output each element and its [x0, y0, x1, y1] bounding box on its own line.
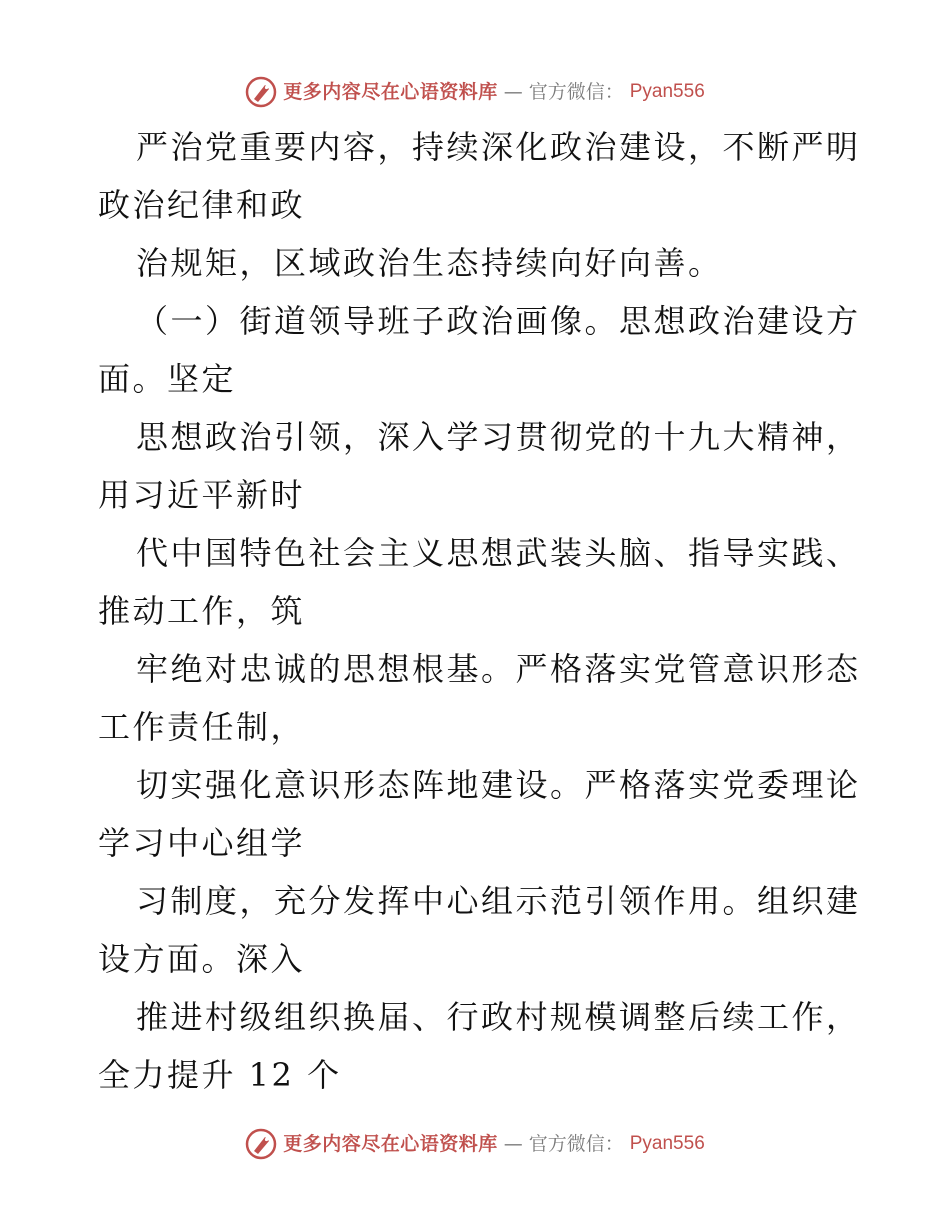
document-body: [98, 118, 868, 1104]
text-line: 推动工作，筑: [98, 592, 306, 630]
watermark-prefix: 更多内容尽在心语资料库: [283, 81, 498, 103]
text-line: 用习近平新时: [98, 476, 306, 514]
text-line: 切实强化意识形态阵地建设。严格落实党委理论: [136, 766, 861, 804]
text-line: 严治党重要内容，持续深化政治建设，不断严明: [136, 128, 861, 166]
text-line: 习制度，充分发挥中心组示范引领作用。组织建: [136, 882, 861, 920]
pen-nib-logo-icon: [245, 76, 277, 108]
text-line: 全力提升 12 个: [98, 1056, 342, 1094]
watermark-suffix: 官方微信：: [528, 81, 624, 103]
pen-nib-logo-icon: [245, 1128, 277, 1160]
text-line: 学习中心组学: [98, 824, 306, 862]
watermark-prefix: 更多内容尽在心语资料库: [283, 1133, 498, 1155]
header-watermark: [0, 76, 950, 108]
section-heading-line: （一）街道领导班子政治画像。思想政治建设方: [136, 302, 861, 340]
watermark-suffix: 官方微信：: [528, 1133, 624, 1155]
watermark-wechat-id: Pyan556: [629, 1133, 705, 1154]
text-line: 设方面。深入: [98, 940, 306, 978]
text-line: 思想政治引领，深入学习贯彻党的十九大精神，: [136, 418, 861, 456]
text-line: 治规矩，区域政治生态持续向好向善。: [136, 244, 723, 282]
text-line: 代中国特色社会主义思想武装头脑、指导实践、: [136, 534, 861, 572]
watermark-wechat-id: Pyan556: [629, 81, 705, 102]
text-line: 推进村级组织换届、行政村规模调整后续工作，: [136, 998, 861, 1036]
watermark-dash: —: [503, 1133, 523, 1155]
text-line: 面。坚定: [98, 360, 237, 398]
text-line: 政治纪律和政: [98, 186, 306, 224]
text-line: 工作责任制，: [98, 708, 306, 746]
watermark-dash: —: [503, 81, 523, 103]
text-line: 牢绝对忠诚的思想根基。严格落实党管意识形态: [136, 650, 861, 688]
footer-watermark: [0, 1128, 950, 1160]
